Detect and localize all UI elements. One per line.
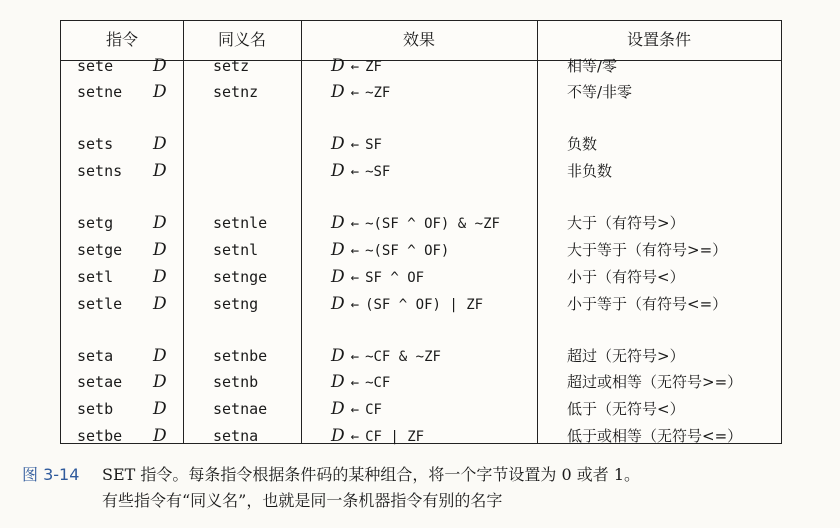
- set-instructions-table: [60, 20, 782, 444]
- instruction-operand: D: [153, 426, 167, 446]
- synonym-name: setnle: [213, 214, 268, 232]
- effect-destination: D: [331, 372, 345, 392]
- condition-text: 负数: [567, 135, 598, 153]
- condition-text: 大于等于（有符号>=）: [567, 241, 728, 259]
- condition-text: 小于（有符号<）: [567, 268, 685, 286]
- table-row: [61, 343, 781, 369]
- instruction-operand: D: [153, 346, 167, 366]
- assign-arrow-icon: ←: [350, 297, 360, 313]
- effect-destination: D: [331, 294, 345, 314]
- synonym-name: setnge: [213, 268, 268, 286]
- header-effect: 效果: [402, 30, 435, 49]
- condition-text: 超过或相等（无符号>=）: [567, 373, 743, 391]
- assign-arrow-icon: ←: [350, 59, 360, 75]
- table-row: [61, 53, 781, 79]
- instruction-name: setns: [77, 162, 123, 180]
- condition-text: 超过（无符号>）: [567, 347, 685, 365]
- effect-expression: [331, 237, 449, 263]
- synonym-name: setna: [213, 427, 259, 445]
- assign-arrow-icon: ←: [350, 164, 360, 180]
- instruction-operand: D: [153, 56, 167, 76]
- assign-arrow-icon: ←: [350, 85, 360, 101]
- condition-text: 不等/非零: [567, 83, 633, 101]
- instruction-operand: D: [153, 240, 167, 260]
- table-row: [61, 79, 781, 105]
- instruction-operand: D: [153, 294, 167, 314]
- instruction-operand: D: [153, 213, 167, 233]
- effect-destination: D: [331, 161, 345, 181]
- instruction-name: sete: [77, 57, 114, 75]
- table-row: [61, 396, 781, 422]
- instruction-name: setge: [77, 241, 123, 259]
- effect-expression: [331, 291, 483, 317]
- header-instruction: 指令: [105, 30, 138, 49]
- table-row: [61, 369, 781, 395]
- table-row: [61, 291, 781, 317]
- assign-arrow-icon: ←: [350, 349, 360, 365]
- condition-text: 非负数: [567, 162, 613, 180]
- effect-destination: D: [331, 399, 345, 419]
- effect-value: CF | ZF: [365, 429, 425, 445]
- effect-value: CF: [365, 402, 382, 418]
- table-row: [61, 264, 781, 290]
- effect-destination: D: [331, 267, 345, 287]
- effect-value: SF: [365, 137, 382, 153]
- effect-destination: D: [331, 134, 345, 154]
- assign-arrow-icon: ←: [350, 270, 360, 286]
- table-row: [61, 210, 781, 236]
- synonym-name: setnl: [213, 241, 259, 259]
- condition-text: 小于等于（有符号<=）: [567, 295, 728, 313]
- effect-value: ~SF: [365, 164, 391, 180]
- condition-text: 低于或相等（无符号<=）: [567, 427, 743, 445]
- figure-label: 图 3-14: [22, 465, 80, 484]
- instruction-name: setne: [77, 83, 123, 101]
- table-row: [61, 158, 781, 184]
- effect-destination: D: [331, 346, 345, 366]
- table-row: [61, 237, 781, 263]
- instruction-name: seta: [77, 347, 114, 365]
- effect-value: ~(SF ^ OF): [365, 243, 450, 259]
- effect-expression: [331, 79, 390, 105]
- table-row: [61, 423, 781, 449]
- assign-arrow-icon: ←: [350, 137, 360, 153]
- condition-text: 大于（有符号>）: [567, 214, 685, 232]
- caption-line-2: 有些指令有“同义名”，也就是同一条机器指令有别的名字: [102, 491, 503, 510]
- instruction-name: sets: [77, 135, 114, 153]
- assign-arrow-icon: ←: [350, 216, 360, 232]
- instruction-operand: D: [153, 134, 167, 154]
- assign-arrow-icon: ←: [350, 402, 360, 418]
- instruction-name: setl: [77, 268, 114, 286]
- instruction-name: setb: [77, 400, 114, 418]
- effect-expression: [331, 53, 382, 79]
- effect-destination: D: [331, 240, 345, 260]
- synonym-name: setnz: [213, 83, 259, 101]
- instruction-name: setbe: [77, 427, 123, 445]
- synonym-name: setng: [213, 295, 259, 313]
- assign-arrow-icon: ←: [350, 243, 360, 259]
- condition-text: 相等/零: [567, 57, 618, 75]
- effect-value: ~ZF: [365, 85, 391, 101]
- effect-value: ~CF: [365, 375, 391, 391]
- effect-expression: [331, 131, 382, 157]
- instruction-name: setg: [77, 214, 114, 232]
- effect-expression: [331, 343, 441, 369]
- instruction-operand: D: [153, 399, 167, 419]
- instruction-operand: D: [153, 372, 167, 392]
- condition-text: 低于（无符号<）: [567, 400, 685, 418]
- effect-value: SF ^ OF: [365, 270, 425, 286]
- effect-value: ~CF & ~ZF: [365, 349, 441, 365]
- effect-expression: [331, 158, 390, 184]
- effect-destination: D: [331, 426, 345, 446]
- effect-expression: [331, 264, 424, 290]
- effect-value: (SF ^ OF) | ZF: [365, 297, 484, 313]
- effect-value: ZF: [365, 59, 382, 75]
- instruction-name: setae: [77, 373, 123, 391]
- instruction-operand: D: [153, 267, 167, 287]
- table-row: [61, 131, 781, 157]
- header-condition: 设置条件: [626, 30, 691, 49]
- assign-arrow-icon: ←: [350, 429, 360, 445]
- effect-expression: [331, 210, 500, 236]
- synonym-name: setnb: [213, 373, 259, 391]
- effect-destination: D: [331, 56, 345, 76]
- effect-expression: [331, 369, 390, 395]
- effect-expression: [331, 423, 424, 449]
- instruction-operand: D: [153, 82, 167, 102]
- effect-value: ~(SF ^ OF) & ~ZF: [365, 216, 500, 232]
- synonym-name: setnbe: [213, 347, 268, 365]
- header-synonym: 同义名: [217, 30, 266, 49]
- synonym-name: setz: [213, 57, 250, 75]
- synonym-name: setnae: [213, 400, 268, 418]
- instruction-name: setle: [77, 295, 123, 313]
- effect-destination: D: [331, 82, 345, 102]
- instruction-operand: D: [153, 161, 167, 181]
- effect-expression: [331, 396, 382, 422]
- caption-line-1: SET 指令。每条指令根据条件码的某种组合，将一个字节设置为 0 或者 1。: [102, 465, 641, 484]
- assign-arrow-icon: ←: [350, 375, 360, 391]
- effect-destination: D: [331, 213, 345, 233]
